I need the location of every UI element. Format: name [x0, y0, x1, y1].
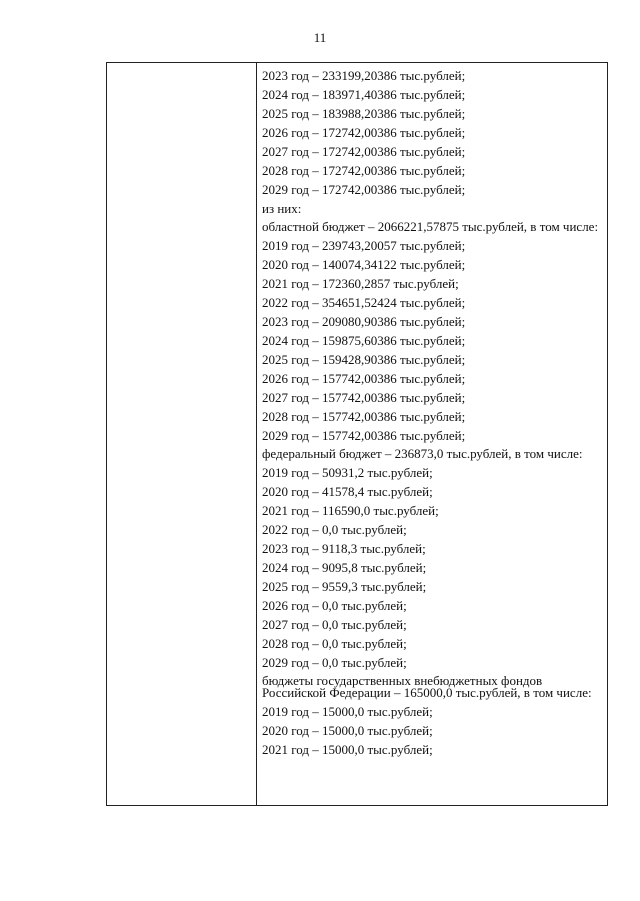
budget-line: 2019 год – 50931,2 тыс.рублей;: [262, 465, 433, 480]
budget-line: 2029 год – 157742,00386 тыс.рублей;: [262, 428, 466, 443]
section-heading: из них:: [262, 201, 302, 216]
budget-line: 2021 год – 172360,2857 тыс.рублей;: [262, 276, 459, 291]
budget-line: 2023 год – 209080,90386 тыс.рублей;: [262, 314, 466, 329]
budget-line: 2022 год – 0,0 тыс.рублей;: [262, 522, 407, 537]
budget-line: 2028 год – 0,0 тыс.рублей;: [262, 636, 407, 651]
budget-line: 2027 год – 172742,00386 тыс.рублей;: [262, 144, 466, 159]
budget-line: 2026 год – 157742,00386 тыс.рублей;: [262, 371, 466, 386]
regional-budget-heading: областной бюджет – 2066221,57875 тыс.рублей, в том числе:: [262, 219, 599, 234]
budget-table: [106, 62, 608, 806]
table-left-cell: [107, 63, 257, 805]
budget-line: 2026 год – 172742,00386 тыс.рублей;: [262, 125, 466, 140]
table-right-cell: [257, 63, 607, 805]
federal-budget-heading: федеральный бюджет – 236873,0 тыс.рублей, в том числе:: [262, 446, 583, 461]
budget-line: 2023 год – 233199,20386 тыс.рублей;: [262, 68, 466, 83]
budget-line: 2024 год – 159875,60386 тыс.рублей;: [262, 333, 466, 348]
budget-line: 2019 год – 15000,0 тыс.рублей;: [262, 704, 433, 719]
budget-line: 2020 год – 15000,0 тыс.рублей;: [262, 723, 433, 738]
budget-line: 2023 год – 9118,3 тыс.рублей;: [262, 541, 426, 556]
extrabudgetary-funds-heading: бюджеты государственных внебюджетных фондов Российской Федерации – 165000,0 тыс.рублей, в том числе:: [262, 673, 592, 700]
budget-line: 2028 год – 172742,00386 тыс.рублей;: [262, 163, 466, 178]
budget-line: 2025 год – 183988,20386 тыс.рублей;: [262, 106, 466, 121]
budget-line: 2028 год – 157742,00386 тыс.рублей;: [262, 409, 466, 424]
budget-line: 2020 год – 140074,34122 тыс.рублей;: [262, 257, 466, 272]
budget-line: 2025 год – 159428,90386 тыс.рублей;: [262, 352, 466, 367]
budget-line: 2027 год – 157742,00386 тыс.рублей;: [262, 390, 466, 405]
budget-line: 2022 год – 354651,52424 тыс.рублей;: [262, 295, 466, 310]
budget-line: 2024 год – 183971,40386 тыс.рублей;: [262, 87, 466, 102]
budget-line: 2025 год – 9559,3 тыс.рублей;: [262, 579, 427, 594]
page-number: 11: [313, 30, 327, 45]
budget-line: 2027 год – 0,0 тыс.рублей;: [262, 617, 407, 632]
budget-line: 2021 год – 116590,0 тыс.рублей;: [262, 503, 439, 518]
budget-line: 2026 год – 0,0 тыс.рублей;: [262, 598, 407, 613]
budget-line: 2021 год – 15000,0 тыс.рублей;: [262, 742, 433, 757]
budget-line: 2024 год – 9095,8 тыс.рублей;: [262, 560, 427, 575]
budget-line: 2029 год – 172742,00386 тыс.рублей;: [262, 182, 466, 197]
budget-line: 2029 год – 0,0 тыс.рублей;: [262, 655, 407, 670]
budget-line: 2019 год – 239743,20057 тыс.рублей;: [262, 238, 466, 253]
budget-line: 2020 год – 41578,4 тыс.рублей;: [262, 484, 433, 499]
